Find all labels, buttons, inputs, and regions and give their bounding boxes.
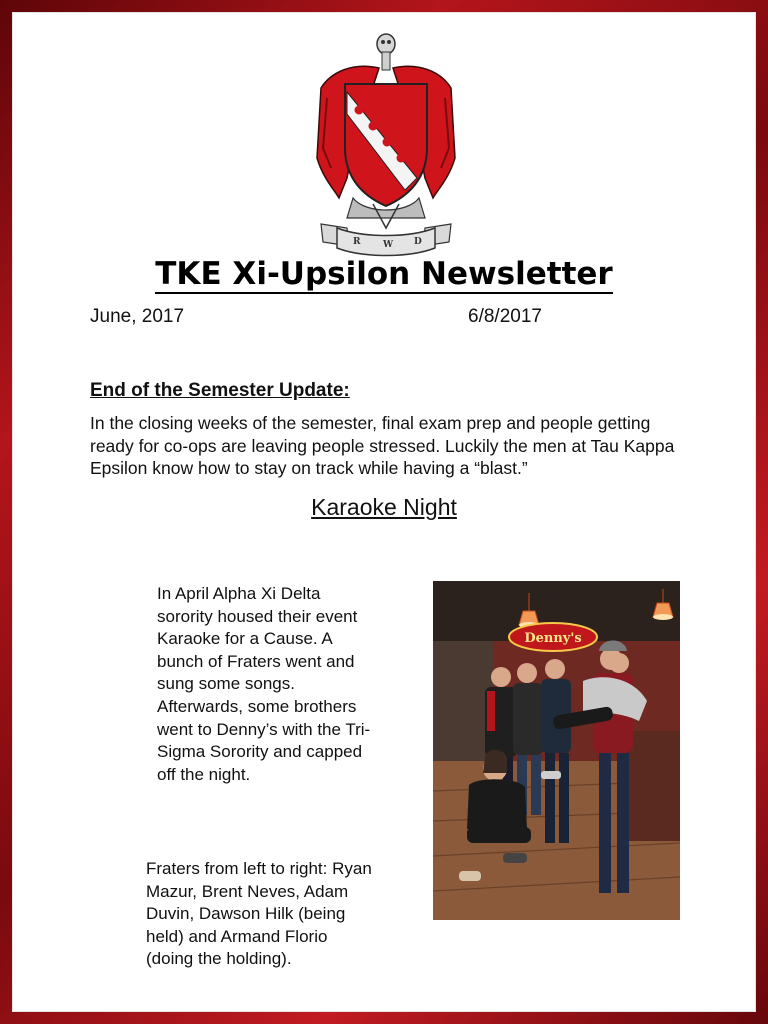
karaoke-story: In April Alpha Xi Delta sorority housed their event Karaoke for a Cause. A bunch of Fraters went and sung some songs. Afterwards, some brothers went to Denny’s with the Tri-Sigma Sorority and capped off the night. [157,584,371,784]
newsletter-title [12,256,756,292]
semester-update-body: In the closing weeks of the semester, final exam prep and people getting ready for co-ops are leaving people stressed. Luckily the men at Tau Kappa Epsilon know how to stay on track while having a “blast.” [90,413,675,478]
fraternity-crest [313,28,459,258]
newsletter-title-text: TKE Xi-Upsilon Newsletter [155,256,613,292]
karaoke-heading: Karaoke Night [311,494,457,520]
issue-month: June, 2017 [90,306,185,327]
svg-text:R: R [353,237,361,247]
newsletter-page [12,12,756,1012]
svg-text:W: W [383,240,394,250]
photo-sign: Denny's [524,631,582,646]
svg-text:D: D [414,237,422,247]
semester-update-heading: End of the Semester Update: [90,380,350,401]
issue-date: 6/8/2017 [468,306,542,327]
group-photo [433,581,680,920]
photo-caption: Fraters from left to right: Ryan Mazur, Brent Neves, Adam Duvin, Dawson Hilk (being held) and Armand Florio (doing the holding). [146,859,372,969]
